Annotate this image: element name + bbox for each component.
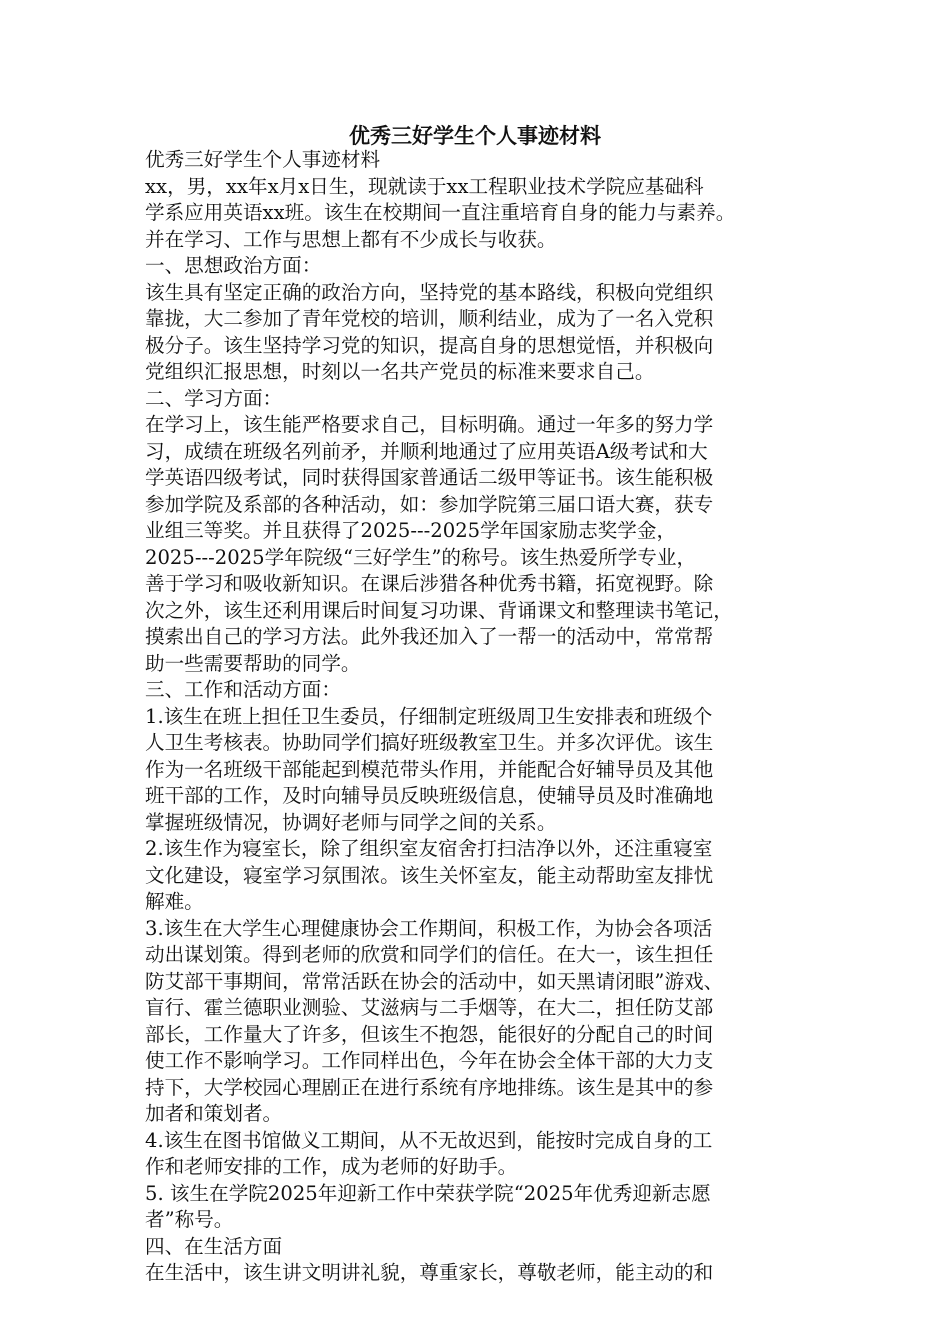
text-line: 习，成绩在班级名列前矛，并顺利地通过了应用英语A级考试和大 xyxy=(145,439,708,463)
document-title: 优秀三好学生个人事迹材料 xyxy=(349,124,601,148)
text-line: 四、在生活方面 xyxy=(145,1234,283,1258)
text-line: 优秀三好学生个人事迹材料 xyxy=(145,148,381,171)
text-line: 使工作不影响学习。工作同样出色，今年在协会全体干部的大力支 xyxy=(145,1049,714,1072)
text-line: 5. 该生在学院2025年迎新工作中荣获学院“2025年优秀迎新志愿 xyxy=(145,1181,711,1205)
text-line: 部长，工作量大了许多，但该生不抱怨，能很好的分配自己的时间 xyxy=(145,1022,714,1046)
text-line: 次之外，该生还利用课后时间复习功课、背诵课文和整理读书笔记， xyxy=(145,598,733,622)
text-line: 参加学院及系部的各种活动，如：参加学院第三届口语大赛，获专 xyxy=(145,492,714,516)
text-line: 1.该生在班上担任卫生委员，仔细制定班级周卫生安排表和班级个 xyxy=(145,704,713,728)
text-line: 加者和策划者。 xyxy=(145,1102,283,1125)
text-line: 3.该生在大学生心理健康协会工作期间，积极工作，为协会各项活 xyxy=(145,916,713,940)
text-line: 班干部的工作，及时向辅导员反映班级信息，使辅导员及时准确地 xyxy=(145,784,714,807)
text-line: 三、工作和活动方面： xyxy=(145,678,341,701)
text-line: 学英语四级考试，同时获得国家普通话二级甲等证书。该生能积极 xyxy=(145,466,714,489)
text-line: 并在学习、工作与思想上都有不少成长与收获。 xyxy=(145,227,557,251)
text-line: 一、思想政治方面： xyxy=(145,254,322,277)
text-line: 善于学习和吸收新知识。在课后涉猎各种优秀书籍，拓宽视野。除 xyxy=(145,572,714,595)
text-line: 二、学习方面： xyxy=(145,386,283,410)
text-line: 持下，大学校园心理剧正在进行系统有序地排练。该生是其中的参 xyxy=(145,1075,714,1099)
text-line: 作和老师安排的工作，成为老师的好助手。 xyxy=(145,1155,518,1178)
text-line: 防艾部干事期间，常常活跃在协会的活动中，如天黑请闭眼”游戏、 xyxy=(145,969,724,993)
text-line: 学系应用英语xx班。该生在校期间一直注重培育自身的能力与素养。 xyxy=(145,201,736,224)
text-line: 2025---2025学年院级“三好学生”的称号。该生热爱所学专业， xyxy=(145,545,697,569)
document-body xyxy=(145,147,810,1287)
text-line: 者”称号。 xyxy=(145,1208,234,1231)
text-line: 2.该生作为寝室长，除了组织室友宿舍打扫洁净以外，还注重寝室 xyxy=(145,837,713,860)
text-line: 业组三等奖。并且获得了2025---2025学年国家励志奖学金， xyxy=(145,519,677,542)
text-line: 党组织汇报思想，时刻以一名共产党员的标准来要求自己。 xyxy=(145,360,655,383)
text-line: 掌握班级情况，协调好老师与同学之间的关系。 xyxy=(145,810,557,834)
text-line: 盲行、霍兰德职业测验、艾滋病与二手烟等，在大二，担任防艾部 xyxy=(145,996,714,1019)
text-line: 在学习上，该生能严格要求自己，目标明确。通过一年多的努力学 xyxy=(145,413,714,436)
text-line: 该生具有坚定正确的政治方向，坚持党的基本路线，积极向党组织 xyxy=(145,280,714,304)
text-line: 作为一名班级干部能起到模范带头作用，并能配合好辅导员及其他 xyxy=(145,757,714,781)
text-line: 4.该生在图书馆做义工期间，从不无故迟到，能按时完成自身的工 xyxy=(145,1128,713,1152)
text-line: 助一些需要帮助的同学。 xyxy=(145,651,361,675)
text-line: 在生活中，该生讲文明讲礼貌，尊重家长，尊敬老师，能主动的和 xyxy=(145,1261,714,1284)
text-line: 极分子。该生坚持学习党的知识，提高自身的思想觉悟，并积极向 xyxy=(145,333,714,357)
text-line: 解难。 xyxy=(145,890,204,913)
text-line: 人卫生考核表。协助同学们搞好班级教室卫生。并多次评优。该生 xyxy=(145,731,714,754)
text-line: 文化建设，寝室学习氛围浓。该生关怀室友，能主动帮助室友排忧 xyxy=(145,863,714,887)
text-line: 动出谋划策。得到老师的欣赏和同学们的信任。在大一，该生担任 xyxy=(145,943,714,966)
text-line: 靠拢，大二参加了青年党校的培训，顺利结业，成为了一名入党积 xyxy=(145,307,714,330)
text-line: 摸索出自己的学习方法。此外我还加入了一帮一的活动中，常常帮 xyxy=(145,625,714,648)
text-line: xx，男，xx年x月x日生，现就读于xx工程职业技术学院应基础科 xyxy=(145,174,704,198)
